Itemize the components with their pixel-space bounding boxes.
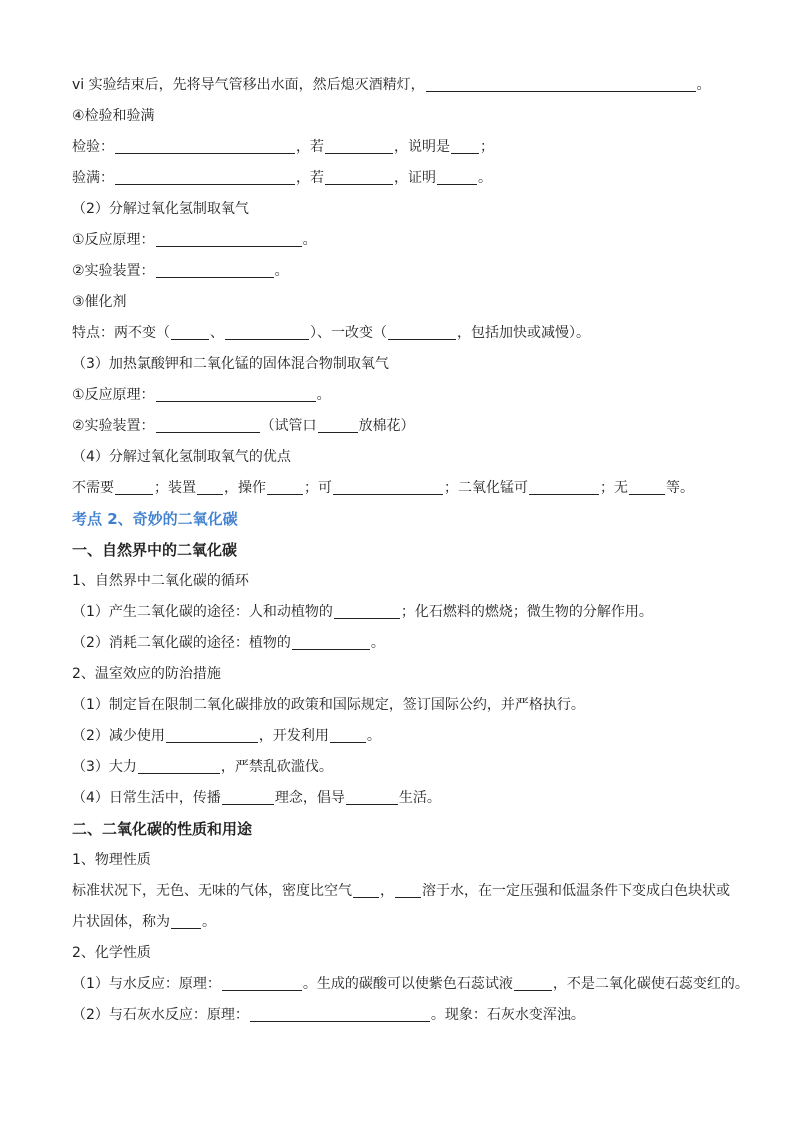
subheading-physical: 1、物理性质 — [72, 852, 151, 868]
answer-blank[interactable] — [333, 478, 443, 495]
heading-co2-properties: 二、二氧化碳的性质和用途 — [72, 820, 253, 838]
answer-blank[interactable] — [529, 478, 599, 495]
line-reduce-use — [72, 721, 732, 752]
line-reaction-principle-2 — [72, 380, 732, 411]
line-catalyst-features — [72, 318, 732, 349]
text: （2）减少使用 — [72, 728, 165, 744]
line-reaction-principle — [72, 225, 732, 256]
text: （试管口 — [260, 418, 317, 434]
text: ①反应原理： — [72, 387, 155, 403]
answer-blank[interactable] — [171, 323, 209, 340]
text: 验满： — [72, 170, 114, 186]
answer-blank[interactable] — [318, 416, 358, 433]
answer-blank[interactable] — [156, 261, 274, 278]
answer-blank[interactable] — [292, 633, 370, 650]
line-experiment-end — [72, 70, 732, 101]
text: （1）与水反应：原理： — [72, 976, 221, 992]
line-water-reaction — [72, 969, 749, 1000]
text: ；无 — [600, 480, 628, 496]
subheading-catalyst: ③催化剂 — [72, 294, 127, 310]
text: ，严禁乱砍滥伐。 — [220, 759, 333, 775]
subheading-h2o2: （2）分解过氧化氢制取氧气 — [72, 201, 249, 217]
answer-blank[interactable] — [166, 726, 258, 743]
text: ①反应原理： — [72, 232, 155, 248]
line-co2-production — [72, 597, 732, 628]
answer-blank[interactable] — [171, 912, 201, 929]
line-vigorously — [72, 752, 732, 783]
text: （3）大力 — [72, 759, 137, 775]
answer-blank[interactable] — [426, 75, 696, 92]
answer-blank[interactable] — [115, 137, 295, 154]
text: 。 — [366, 728, 381, 744]
answer-blank[interactable] — [197, 478, 223, 495]
text: 。 — [274, 263, 289, 279]
text: 。 — [302, 232, 317, 248]
answer-blank[interactable] — [451, 137, 479, 154]
answer-blank[interactable] — [334, 602, 400, 619]
text: 。现象：石灰水变浑浊。 — [430, 1007, 585, 1023]
line-apparatus — [72, 256, 732, 287]
text: ，不是二氧化碳使石蕊变红的。 — [552, 976, 749, 992]
text: （4）日常生活中，传播 — [72, 790, 221, 806]
text: 特点：两不变（ — [72, 325, 170, 341]
text: ，说明是 — [394, 139, 450, 155]
answer-blank[interactable] — [225, 323, 309, 340]
text: ，开发利用 — [258, 728, 329, 744]
answer-blank[interactable] — [388, 323, 456, 340]
text: 理念，倡导 — [274, 790, 345, 806]
text: ；二氧化锰可 — [444, 480, 528, 496]
answer-blank[interactable] — [222, 974, 302, 991]
line-daily-life — [72, 783, 732, 814]
text: ；可 — [304, 480, 332, 496]
text: （2）与石灰水反应：原理： — [72, 1007, 249, 1023]
line-co2-consumption — [72, 628, 732, 659]
text: （1）产生二氧化碳的途径：人和动植物的 — [72, 604, 333, 620]
answer-blank[interactable] — [629, 478, 665, 495]
answer-blank[interactable] — [325, 137, 393, 154]
answer-blank[interactable] — [138, 757, 220, 774]
text: 检验： — [72, 139, 114, 155]
answer-blank[interactable] — [250, 1005, 430, 1022]
text: 片状固体，称为 — [72, 914, 170, 930]
text: ；化石燃料的燃烧；微生物的分解作用。 — [400, 604, 653, 620]
text: 。 — [316, 387, 331, 403]
answer-blank[interactable] — [437, 168, 477, 185]
text: 生活。 — [398, 790, 441, 806]
line-apparatus-2 — [72, 411, 732, 442]
line-policy: （1）制定旨在限制二氧化碳排放的政策和国际规定，签订国际公约，并严格执行。 — [72, 697, 585, 713]
answer-blank[interactable] — [330, 726, 366, 743]
subheading-advantages: （4）分解过氧化氢制取氧气的优点 — [72, 449, 291, 465]
text: 溶于水，在一定压强和低温条件下变成白色块状或 — [422, 883, 730, 899]
text: 。生成的碳酸可以使紫色石蕊试液 — [302, 976, 513, 992]
text: 等。 — [666, 480, 694, 496]
text: 。 — [202, 914, 216, 930]
text: ， — [380, 883, 394, 899]
subheading-test-and-full: ④检验和验满 — [72, 108, 155, 124]
line-limewater-reaction — [72, 1000, 732, 1031]
line-physical-1 — [72, 876, 732, 907]
text: 。 — [478, 170, 492, 186]
answer-blank[interactable] — [156, 416, 260, 433]
line-test — [72, 132, 732, 163]
text: ，若 — [296, 139, 324, 155]
heading-co2-in-nature: 一、自然界中的二氧化碳 — [72, 541, 238, 559]
answer-blank[interactable] — [395, 881, 421, 898]
line-advantages — [72, 473, 732, 504]
answer-blank[interactable] — [222, 788, 274, 805]
text: 、 — [210, 325, 224, 341]
text: （2）消耗二氧化碳的途径：植物的 — [72, 635, 291, 651]
answer-blank[interactable] — [353, 881, 379, 898]
worksheet-page — [72, 70, 749, 1031]
line-full-check — [72, 163, 732, 194]
text: ，包括加快或减慢）。 — [457, 325, 590, 341]
answer-blank[interactable] — [115, 478, 153, 495]
line-physical-2 — [72, 907, 732, 938]
text: ）、一改变（ — [310, 325, 387, 341]
text: 放棉花） — [358, 418, 415, 434]
subheading-chemical: 2、化学性质 — [72, 945, 151, 961]
text: vi 实验结束后，先将导气管移出水面，然后熄灭酒精灯， — [72, 77, 425, 93]
text: ； — [480, 139, 494, 155]
text: ，操作 — [224, 480, 266, 496]
text: ②实验装置： — [72, 418, 155, 434]
text: 不需要 — [72, 480, 114, 496]
text: 。 — [696, 77, 711, 93]
answer-blank[interactable] — [346, 788, 398, 805]
text: 。 — [370, 635, 385, 651]
subheading-co2-cycle: 1、自然界中二氧化碳的循环 — [72, 573, 249, 589]
text: ②实验装置： — [72, 263, 155, 279]
subheading-greenhouse: 2、温室效应的防治措施 — [72, 666, 221, 682]
subheading-kclo3: （3）加热氯酸钾和二氧化锰的固体混合物制取氧气 — [72, 356, 389, 372]
answer-blank[interactable] — [115, 168, 295, 185]
text: ，若 — [296, 170, 324, 186]
section-heading-co2: 考点 2、奇妙的二氧化碳 — [72, 510, 238, 528]
answer-blank[interactable] — [325, 168, 393, 185]
text: 标准状况下，无色、无味的气体，密度比空气 — [72, 883, 352, 899]
answer-blank[interactable] — [156, 385, 316, 402]
text: ，证明 — [394, 170, 436, 186]
answer-blank[interactable] — [514, 974, 552, 991]
answer-blank[interactable] — [156, 230, 302, 247]
answer-blank[interactable] — [267, 478, 303, 495]
text: ；装置 — [154, 480, 196, 496]
